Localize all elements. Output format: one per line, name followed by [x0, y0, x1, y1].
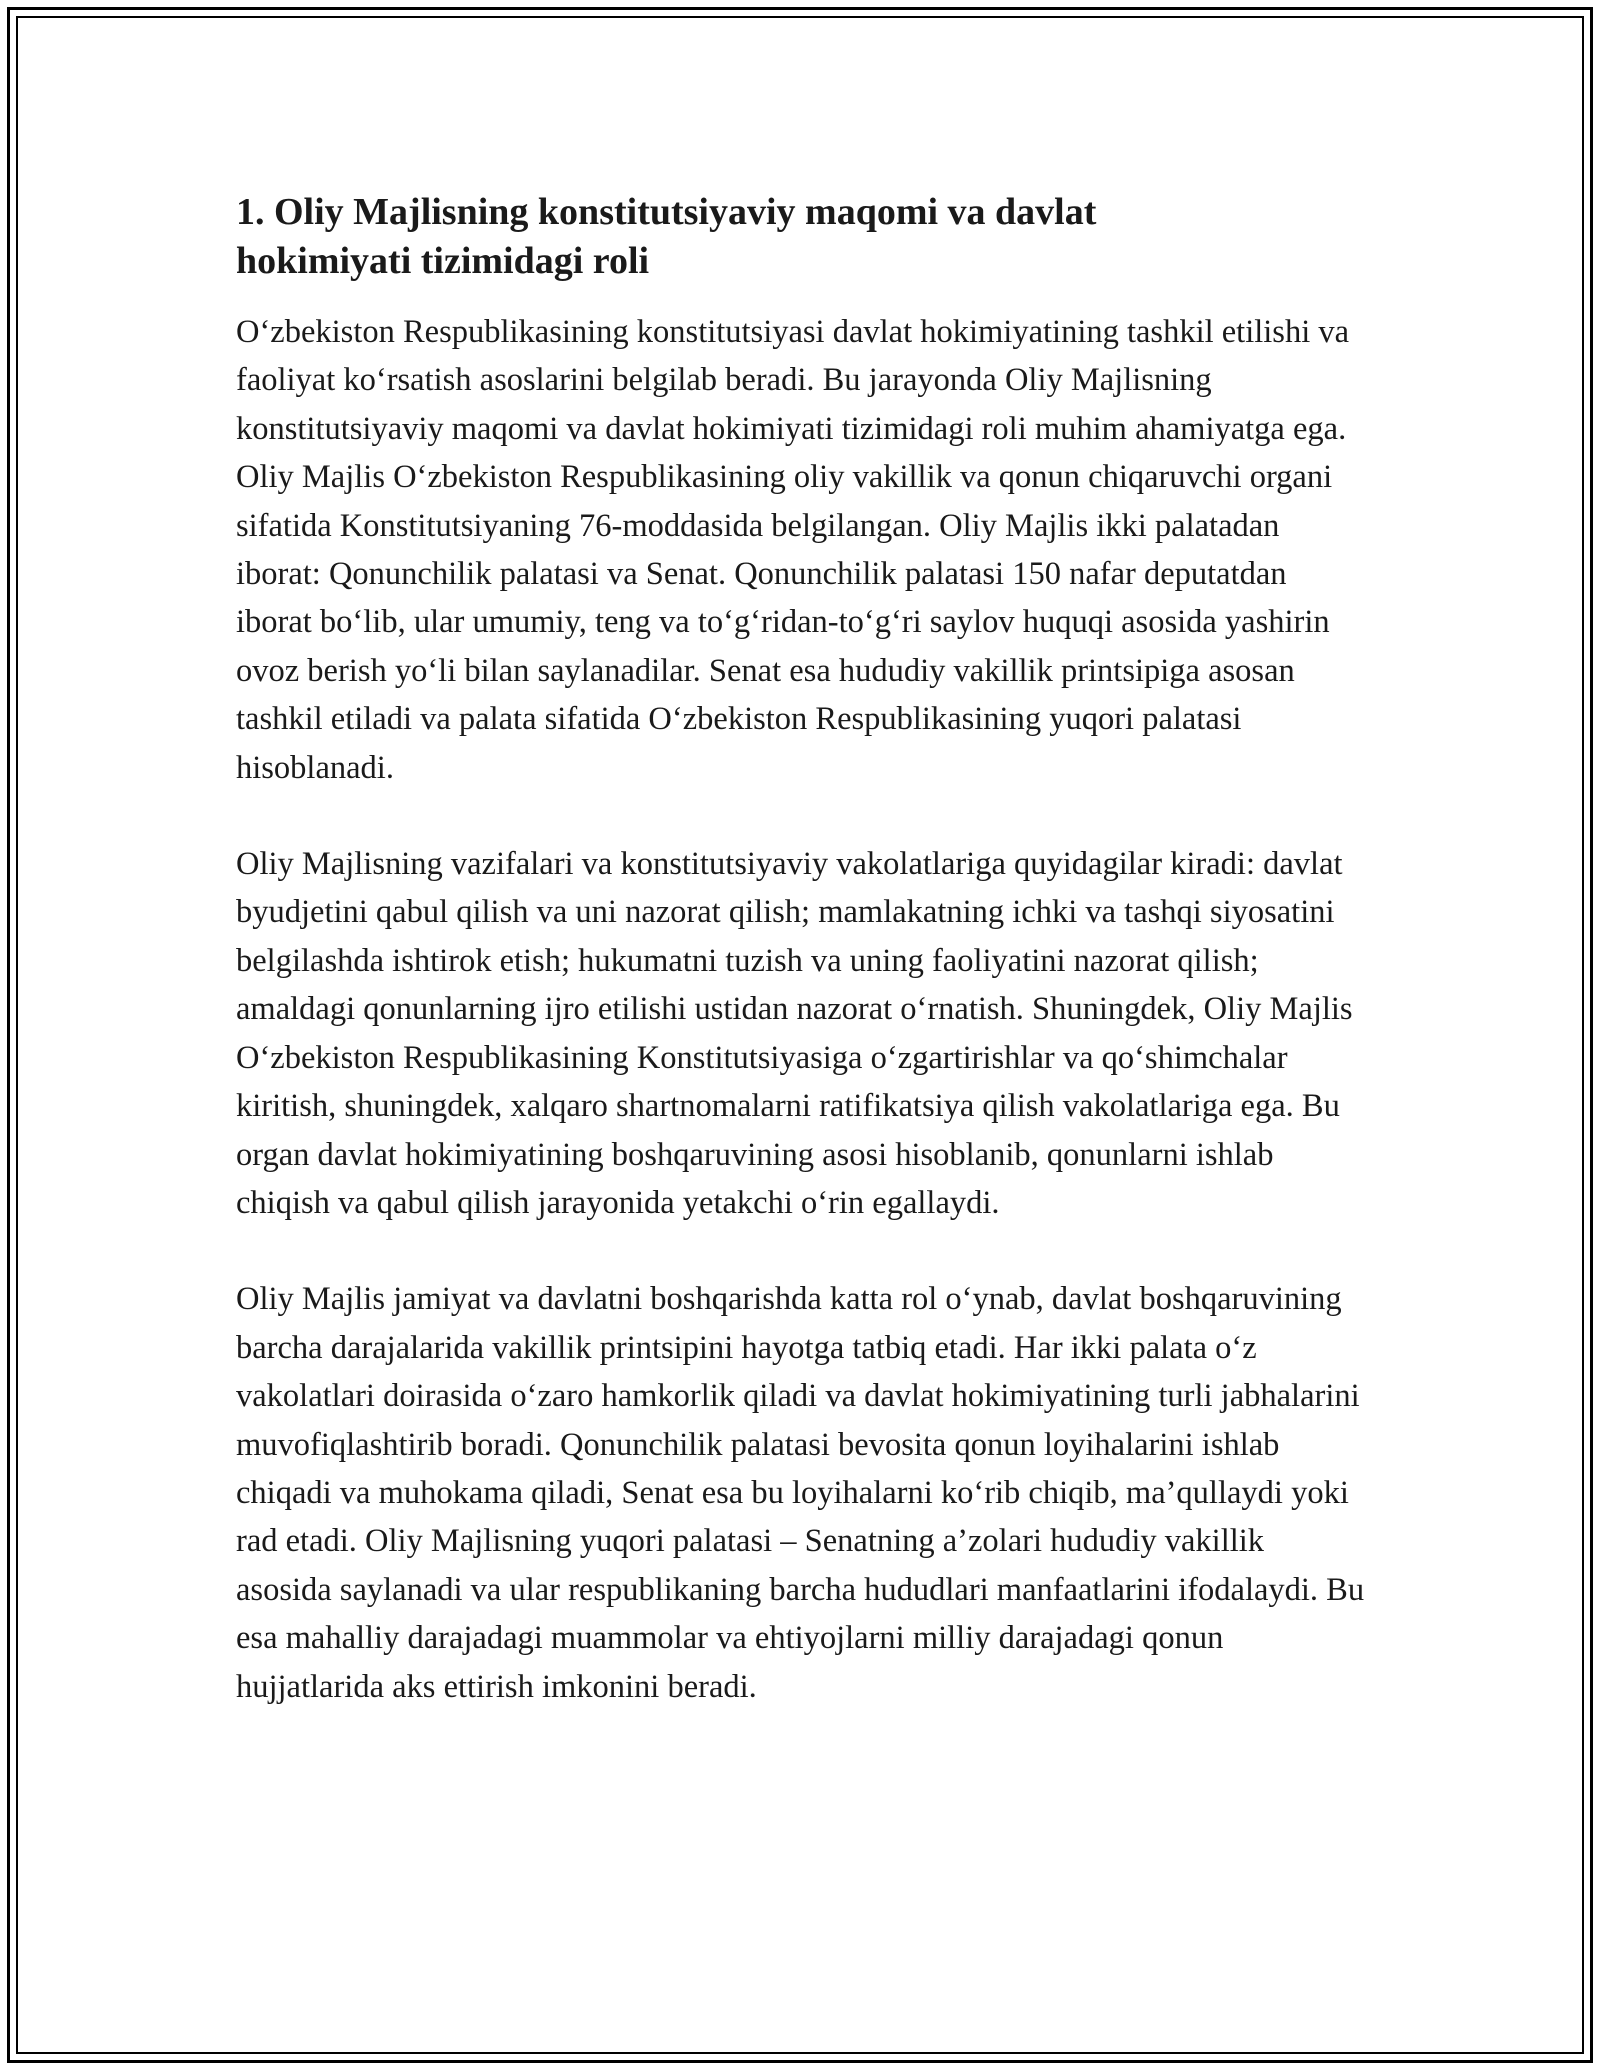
document-body — [236, 188, 1366, 1759]
paragraph-3: Oliy Majlis jamiyat va davlatni boshqarishda katta rol o‘ynab, davlat boshqaruvining barcha darajalarida vakillik printsipini hayotga tatbiq etadi. Har ikki palata o‘z vakolatlari doirasida o‘zaro hamkorlik qiladi va davlat hokimiyatining turli jabhalarini muvofiqlashtirib boradi. Qonunchilik palatasi bevosita qonun loyihalarini ishlab chiqadi va muhokama qiladi, Senat esa bu loyihalarni ko‘rib chiqib, ma’qullaydi yoki rad etadi. Oliy Majlisning yuqori palatasi – Senatning a’zolari hududiy vakillik asosida saylanadi va ular respublikaning barcha hududlari manfaatlarini ifodalaydi. Bu esa mahalliy darajadagi muammolar va ehtiyojlarni milliy darajadagi qonun hujjatlarida aks ettirish imkonini beradi. — [236, 1281, 1365, 1705]
paragraph-2: Oliy Majlisning vazifalari va konstitutsiyaviy vakolatlariga quyidagilar kiradi: davlat byudjetini qabul qilish va uni nazorat qilish; mamlakatning ichki va tashqi siyosatini belgilashda ishtirok etish; hukumatni tuzish va uning faoliyatini nazorat qilish; amaldagi qonunlarning ijro etilishi ustidan nazorat o‘rnatish. Shuningdek, Oliy Majlis O‘zbekiston Respublikasining Konstitutsiyasiga o‘zgartirishlar va qo‘shimchalar kiritish, shuningdek, xalqaro shartnomalarni ratifikatsiya qilish vakolatlariga ega. Bu organ davlat hokimiyatining boshqaruvining asosi hisoblanib, qonunlarni ishlab chiqish va qabul qilish jarayonida yetakchi o‘rin egallaydi. — [236, 846, 1353, 1221]
section-heading: 1. Oliy Majlisning konstitutsiyaviy maqomi va davlat hokimiyati tizimidagi roli — [236, 191, 1097, 282]
paragraph-1: O‘zbekiston Respublikasining konstitutsiyasi davlat hokimiyatining tashkil etilishi va faoliyat ko‘rsatish asoslarini belgilab beradi. Bu jarayonda Oliy Majlisning konstitutsiyaviy maqomi va davlat hokimiyati tizimidagi roli muhim ahamiyatga ega. Oliy Majlis O‘zbekiston Respublikasining oliy vakillik va qonun chiqaruvchi organi sifatida Konstitutsiyaning 76-moddasida belgilangan. Oliy Majlis ikki palatadan iborat: Qonunchilik palatasi va Senat. Qonunchilik palatasi 150 nafar deputatdan iborat bo‘lib, ular umumiy, teng va to‘g‘ridan-to‘g‘ri saylov huquqi asosida yashirin ovoz berish yo‘li bilan saylanadilar. Senat esa hududiy vakillik printsipiga asosan tashkil etiladi va palata sifatida O‘zbekiston Respublikasining yuqori palatasi hisoblanadi. — [236, 314, 1350, 786]
